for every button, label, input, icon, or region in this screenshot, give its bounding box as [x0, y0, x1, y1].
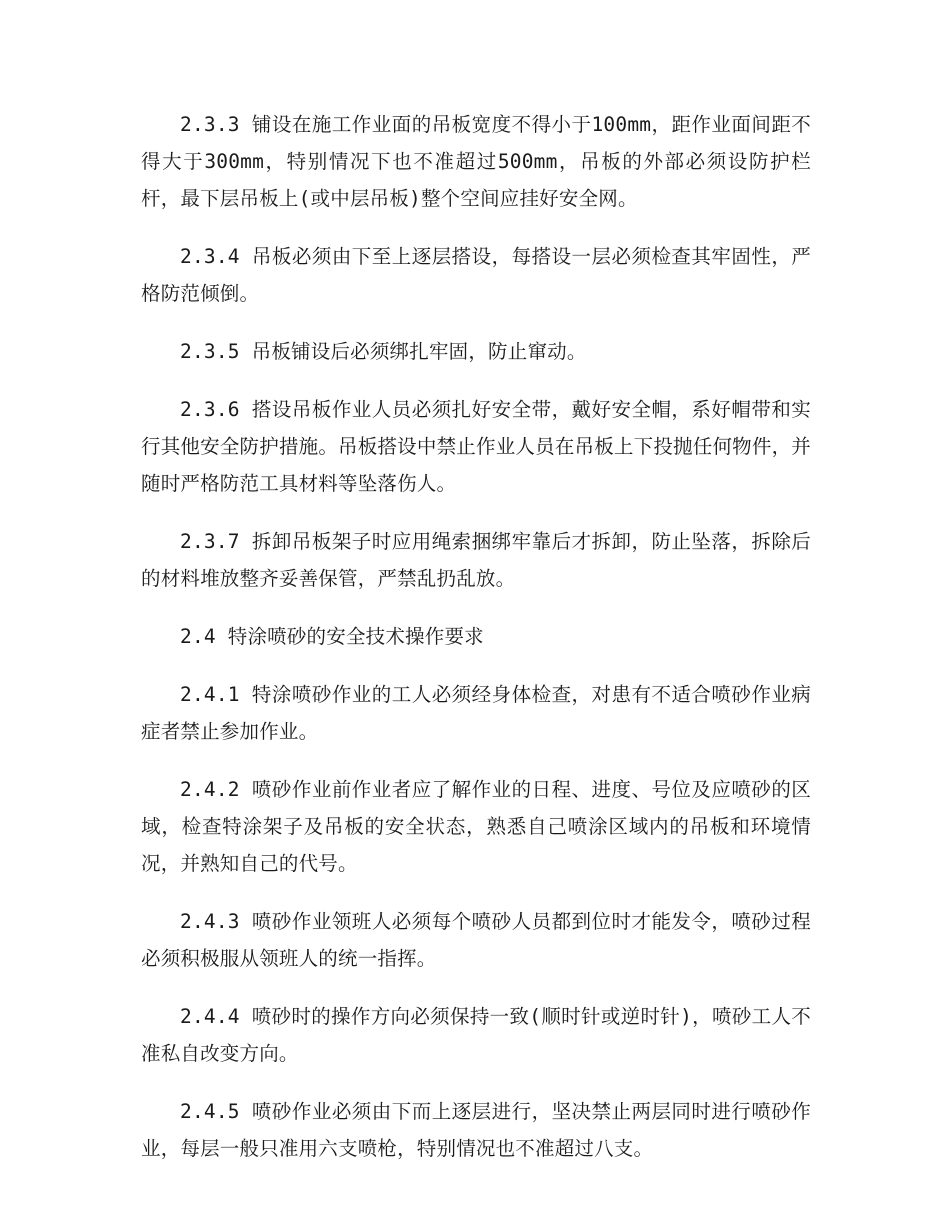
document-body	[141, 106, 811, 1188]
paragraph-2-4-1: 2.4.1 特涂喷砂作业的工人必须经身体检查，对患有不适合喷砂作业病症者禁止参加作业。	[141, 683, 811, 743]
paragraph-2-3-6: 2.3.6 搭设吊板作业人员必须扎好安全带，戴好安全帽，系好帽带和实行其他安全防护措施。吊板搭设中禁止作业人员在吊板上下投抛任何物件，并随时严格防范工具材料等坠落伤人。	[141, 398, 811, 495]
paragraph-2-4-5: 2.4.5 喷砂作业必须由下而上逐层进行，坚决禁止两层同时进行喷砂作业，每层一般只准用六支喷枪，特别情况也不准超过八支。	[141, 1100, 811, 1160]
paragraph-2-3-5: 2.3.5 吊板铺设后必须绑扎牢固，防止窜动。	[180, 340, 587, 363]
paragraph-2-3-7: 2.3.7 拆卸吊板架子时应用绳索捆绑牢靠后才拆卸，防止坠落，拆除后的材料堆放整齐妥善保管，严禁乱扔乱放。	[141, 530, 811, 590]
paragraph-2-4-4: 2.4.4 喷砂时的操作方向必须保持一致(顺时针或逆时针)，喷砂工人不准私自改变方向。	[141, 1005, 811, 1065]
paragraph-2-3-4: 2.3.4 吊板必须由下至上逐层搭设，每搭设一层必须检查其牢固性，严格防范倾倒。	[141, 245, 811, 305]
paragraph-2-4-3: 2.4.3 喷砂作业领班人必须每个喷砂人员都到位时才能发令，喷砂过程必须积极服从领班人的统一指挥。	[141, 910, 811, 970]
paragraph-2-3-3: 2.3.3 铺设在施工作业面的吊板宽度不得小于100mm，距作业面间距不得大于300mm，特别情况下也不准超过500mm，吊板的外部必须设防护栏杆，最下层吊板上(或中层吊板)整个空间应挂好安全网。	[141, 113, 811, 210]
paragraph-2-4-2: 2.4.2 喷砂作业前作业者应了解作业的日程、进度、号位及应喷砂的区域，检查特涂架子及吊板的安全状态，熟悉自己喷涂区域内的吊板和环境情况，并熟知自己的代号。	[141, 778, 811, 875]
section-heading-2-4: 2.4 特涂喷砂的安全技术操作要求	[180, 625, 484, 648]
